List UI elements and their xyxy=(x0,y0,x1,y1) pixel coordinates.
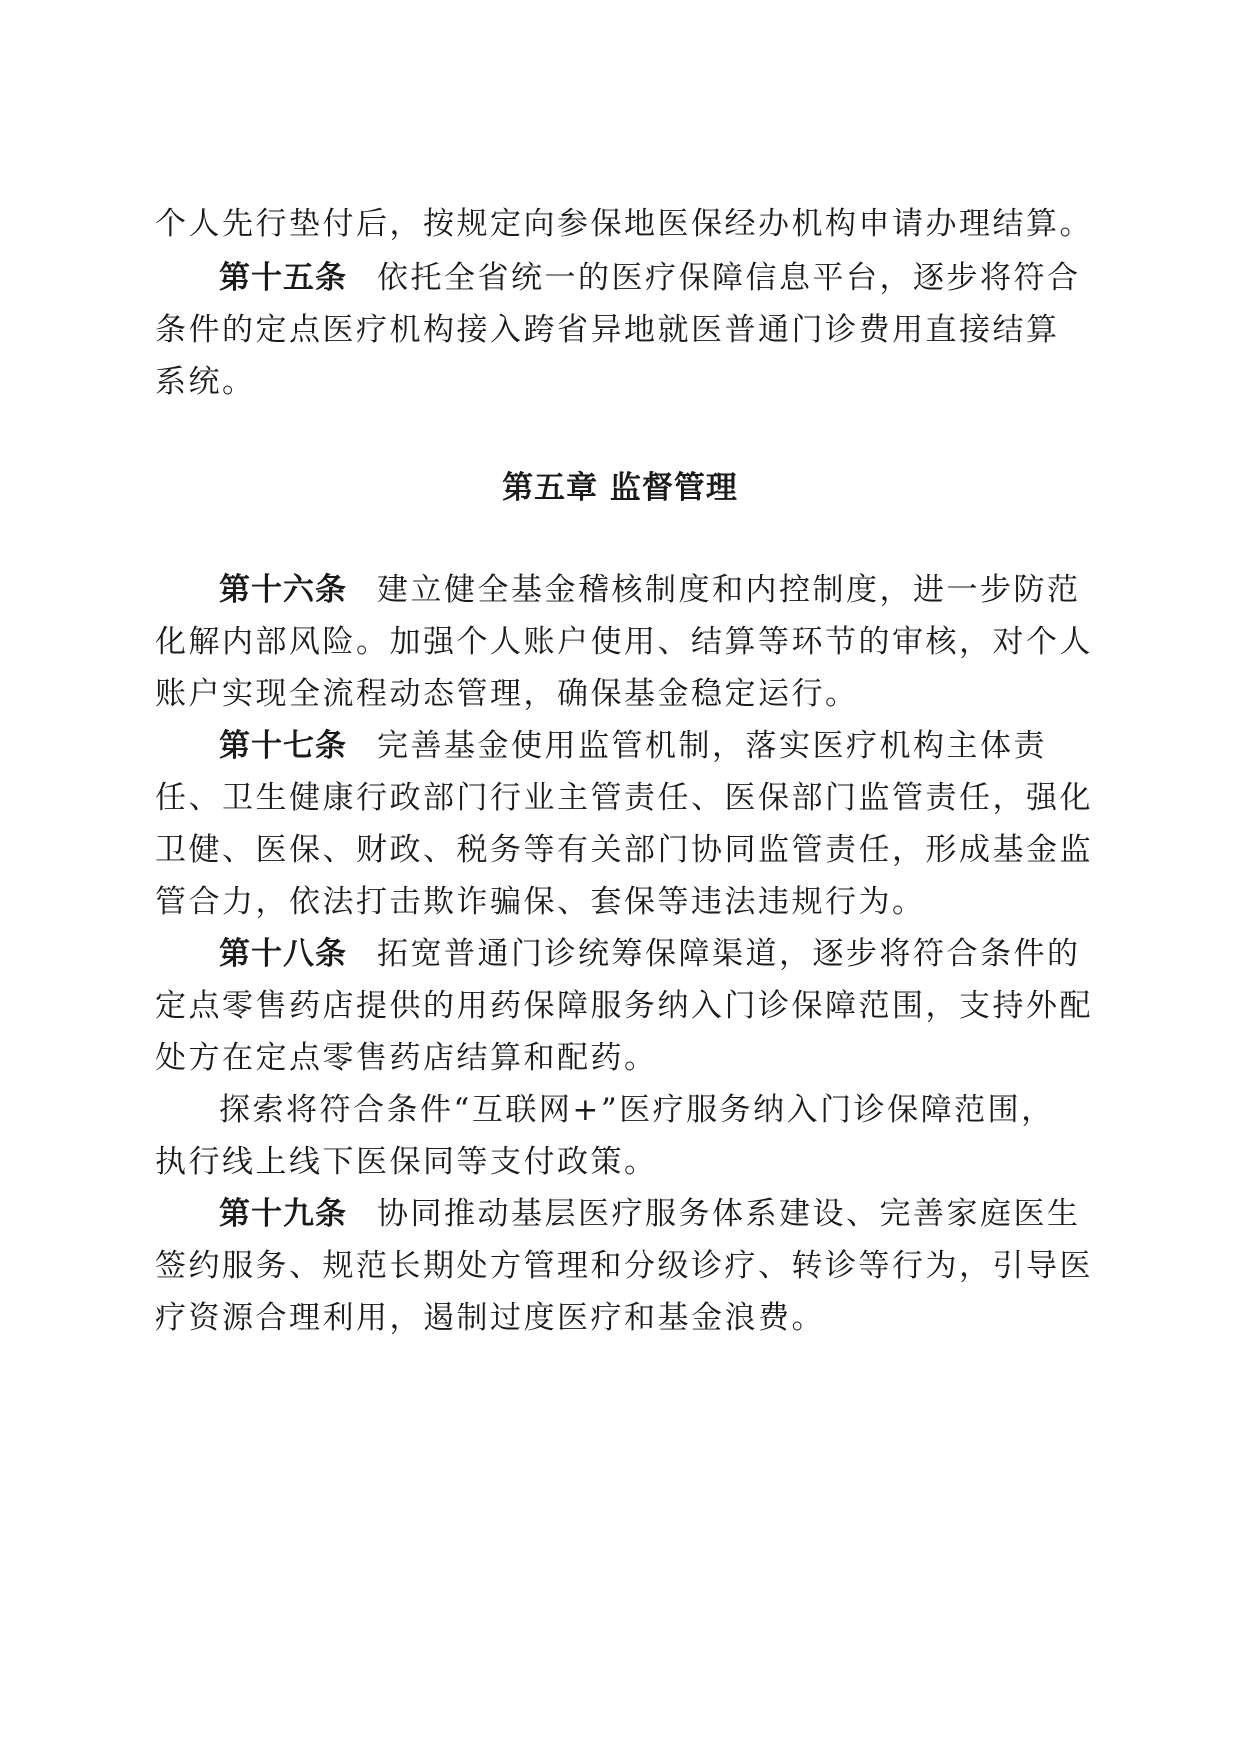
article-19-line-3: 疗资源合理利用，遏制过度医疗和基金浪费。 xyxy=(155,1300,825,1336)
article-19-line-2: 签约服务、规范长期处方管理和分级诊疗、转诊等行为，引导医 xyxy=(155,1248,1093,1284)
article-18-text-1: 拓宽普通门诊统筹保障渠道，逐步将符合条件的 xyxy=(377,936,1081,972)
article-17-label: 第十七条 xyxy=(219,728,347,764)
article-17-line-4: 管合力，依法打击欺诈骗保、套保等违法违规行为。 xyxy=(155,884,926,920)
article-19-text-1: 协同推动基层医疗服务体系建设、完善家庭医生 xyxy=(377,1196,1081,1232)
article-18-line-1 xyxy=(155,926,1081,983)
article-18-line-2: 定点零售药店提供的用药保障服务纳入门诊保障范围，支持外配 xyxy=(155,988,1093,1024)
article-18-para2-line-2: 执行线上线下医保同等支付政策。 xyxy=(155,1144,658,1180)
article-17-line-2: 任、卫生健康行政部门行业主管责任、医保部门监管责任，强化 xyxy=(155,780,1093,816)
article-16-line-1 xyxy=(155,562,1081,619)
article-15-line-3: 系统。 xyxy=(155,364,256,400)
article-15-line-2: 条件的定点医疗机构接入跨省异地就医普通门诊费用直接结算 xyxy=(155,312,1060,348)
article-18-para2-line-1: 探索将符合条件“互联网+”医疗服务纳入门诊保障范围， xyxy=(219,1092,1055,1128)
article-16-line-3: 账户实现全流程动态管理，确保基金稳定运行。 xyxy=(155,676,859,712)
article-18-label: 第十八条 xyxy=(219,936,347,972)
article-19-line-1 xyxy=(155,1186,1081,1243)
article-17-line-3: 卫健、医保、财政、税务等有关部门协同监管责任，形成基金监 xyxy=(155,832,1093,868)
article-18-line-3: 处方在定点零售药店结算和配药。 xyxy=(155,1040,658,1076)
article-15-text-1: 依托全省统一的医疗保障信息平台，逐步将符合 xyxy=(377,260,1081,296)
continuation-line: 个人先行垫付后，按规定向参保地医保经办机构申请办理结算。 xyxy=(155,206,1093,242)
article-19-label: 第十九条 xyxy=(219,1196,347,1232)
article-16-line-2: 化解内部风险。加强个人账户使用、结算等环节的审核，对个人 xyxy=(155,624,1093,660)
article-17-line-1 xyxy=(155,718,1047,775)
chapter-heading: 第五章 监督管理 xyxy=(502,470,738,506)
article-15-label: 第十五条 xyxy=(219,260,347,296)
article-16-text-1: 建立健全基金稽核制度和内控制度，进一步防范 xyxy=(377,572,1081,608)
article-15-line-1 xyxy=(155,250,1081,307)
article-16-label: 第十六条 xyxy=(219,572,347,608)
article-17-text-1: 完善基金使用监管机制，落实医疗机构主体责 xyxy=(377,728,1047,764)
